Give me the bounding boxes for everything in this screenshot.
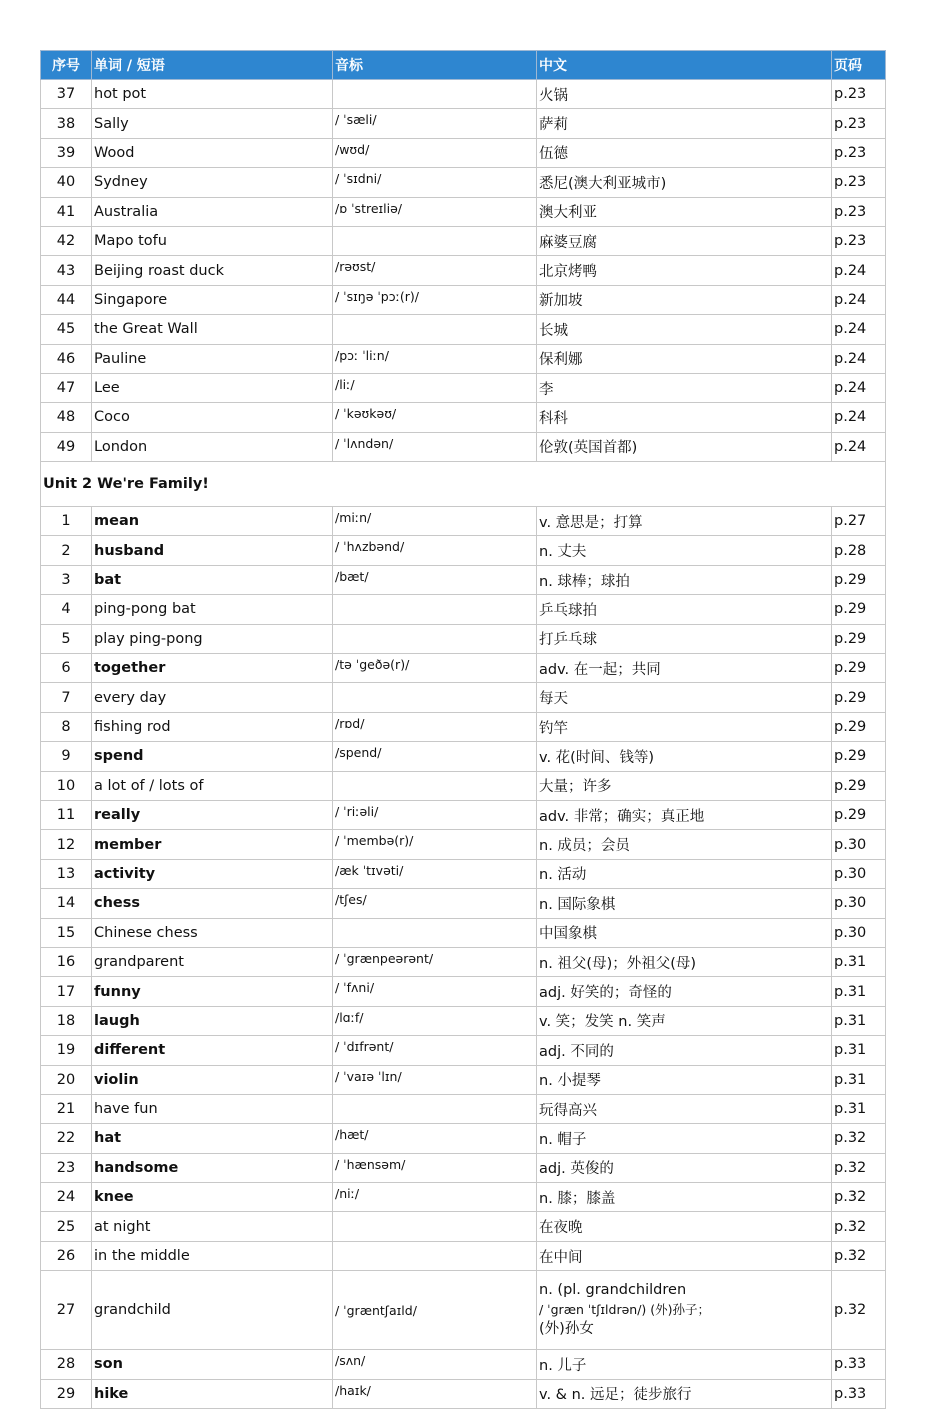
row-page: p.31 [832,1094,886,1123]
row-ipa: /haɪk/ [333,1379,537,1408]
row-page: p.32 [832,1241,886,1270]
table-row [41,226,886,255]
row-no: 15 [41,918,92,947]
table-row [41,1350,886,1379]
row-word: ping-pong bat [92,595,333,624]
row-ipa: / ˈfʌni/ [333,977,537,1006]
table-row [41,285,886,314]
row-ipa: / ˈkəʊkəʊ/ [333,403,537,432]
row-page: p.23 [832,197,886,226]
row-no: 46 [41,344,92,373]
row-word: different [92,1036,333,1065]
row-zh: 玩得高兴 [537,1094,832,1123]
table-row [41,800,886,829]
row-page: p.24 [832,373,886,402]
row-word: really [92,800,333,829]
row-zh: v. 意思是；打算 [537,507,832,536]
table-row [41,624,886,653]
row-word: a lot of / lots of [92,771,333,800]
row-ipa: / ˈsɪdni/ [333,168,537,197]
row-word: violin [92,1065,333,1094]
row-no: 45 [41,315,92,344]
row-zh: 保利娜 [537,344,832,373]
row-no: 39 [41,138,92,167]
table-row [41,683,886,712]
row-no: 4 [41,595,92,624]
header-row [41,51,886,80]
row-word: funny [92,977,333,1006]
row-zh: 每天 [537,683,832,712]
unit1-rows [41,80,886,462]
table-row [41,109,886,138]
row-no: 25 [41,1212,92,1241]
row-zh: 乒乓球拍 [537,595,832,624]
row-no: 17 [41,977,92,1006]
row-ipa: / ˈsæli/ [333,109,537,138]
row-zh: v. 笑；发笑 n. 笑声 [537,1006,832,1035]
row-no: 40 [41,168,92,197]
row-ipa: / ˈsɪŋə ˈpɔː(r)/ [333,285,537,314]
row-page: p.30 [832,830,886,859]
row-word: play ping-pong [92,624,333,653]
row-page: p.27 [832,507,886,536]
row-zh: 中国象棋 [537,918,832,947]
row-word: member [92,830,333,859]
row-page: p.24 [832,344,886,373]
row-zh: n. 小提琴 [537,1065,832,1094]
row-ipa: /rəʊst/ [333,256,537,285]
row-no: 9 [41,742,92,771]
table-row [41,889,886,918]
table-row [41,1094,886,1123]
table-row [41,771,886,800]
row-page: p.31 [832,977,886,1006]
row-ipa [333,1212,537,1241]
row-word: the Great Wall [92,315,333,344]
row-no: 12 [41,830,92,859]
row-page: p.32 [832,1271,886,1350]
table-row [41,1065,886,1094]
row-zh: 伍德 [537,138,832,167]
table-row [41,830,886,859]
row-word: hat [92,1124,333,1153]
row-ipa: /æk ˈtɪvəti/ [333,859,537,888]
row-word: laugh [92,1006,333,1035]
row-no: 19 [41,1036,92,1065]
table-row [41,712,886,741]
table-row [41,168,886,197]
row-ipa: /rɒd/ [333,712,537,741]
row-word: activity [92,859,333,888]
row-ipa: /spend/ [333,742,537,771]
row-no: 28 [41,1350,92,1379]
row-no: 29 [41,1379,92,1408]
row-word: London [92,432,333,461]
row-ipa: / ˈhænsəm/ [333,1153,537,1182]
unit2-rows [41,507,886,1271]
row-no: 48 [41,403,92,432]
row-page: p.24 [832,403,886,432]
row-ipa: / ˈlʌndən/ [333,432,537,461]
row-no: 26 [41,1241,92,1270]
row-ipa [333,771,537,800]
row-no: 16 [41,947,92,976]
row-word: grandparent [92,947,333,976]
table-row [41,1212,886,1241]
row-word: together [92,654,333,683]
row-ipa [333,226,537,255]
row-ipa: / ˈgræntʃaɪld/ [333,1271,537,1350]
row-page: p.33 [832,1379,886,1408]
row-zh: 悉尼(澳大利亚城市) [537,168,832,197]
row-ipa [333,1094,537,1123]
row-ipa: / ˈriːəli/ [333,800,537,829]
row-page: p.23 [832,138,886,167]
table-row [41,977,886,1006]
row-no: 8 [41,712,92,741]
row-ipa: / ˈmembə(r)/ [333,830,537,859]
row-zh: 大量；许多 [537,771,832,800]
row-zh: 伦敦(英国首都) [537,432,832,461]
row-ipa: /bæt/ [333,565,537,594]
row-zh: 钓竿 [537,712,832,741]
row-word: Lee [92,373,333,402]
row-ipa: /hæt/ [333,1124,537,1153]
table-row [41,1124,886,1153]
table-row [41,1006,886,1035]
row-no: 3 [41,565,92,594]
row-zh: 在夜晚 [537,1212,832,1241]
table-row [41,432,886,461]
row-no: 44 [41,285,92,314]
row-zh: 长城 [537,315,832,344]
row-no: 18 [41,1006,92,1035]
header-ipa: 音标 [333,51,537,80]
table-row [41,1241,886,1270]
row-word: knee [92,1183,333,1212]
row-page: p.24 [832,256,886,285]
row-page: p.31 [832,1006,886,1035]
row-zh: v. 花(时间、钱等) [537,742,832,771]
table-row [41,947,886,976]
row-zh: n. 祖父(母)；外祖父(母) [537,947,832,976]
row-page: p.33 [832,1350,886,1379]
table-row [41,256,886,285]
row-word: grandchild [92,1271,333,1350]
row-zh: n. 膝；膝盖 [537,1183,832,1212]
row-page: p.29 [832,595,886,624]
row-page: p.23 [832,109,886,138]
row-no: 2 [41,536,92,565]
table-row [41,595,886,624]
header-no: 序号 [41,51,92,80]
row-zh: 科科 [537,403,832,432]
row-zh: adj. 英俊的 [537,1153,832,1182]
table-row [41,1036,886,1065]
row-page: p.29 [832,712,886,741]
row-word: Chinese chess [92,918,333,947]
row-no: 49 [41,432,92,461]
row-page: p.23 [832,168,886,197]
row-zh: v. & n. 远足；徒步旅行 [537,1379,832,1408]
row-word: Pauline [92,344,333,373]
header-page: 页码 [832,51,886,80]
row-no: 1 [41,507,92,536]
row-word: Beijing roast duck [92,256,333,285]
row-word: chess [92,889,333,918]
row-zh: 打乒乓球 [537,624,832,653]
table-row [41,859,886,888]
row-word: handsome [92,1153,333,1182]
row-word: at night [92,1212,333,1241]
table-row [41,1183,886,1212]
row-page: p.32 [832,1183,886,1212]
table-row [41,315,886,344]
table-row [41,403,886,432]
row-ipa [333,595,537,624]
row-ipa: / ˈgrænpeərənt/ [333,947,537,976]
row-word: son [92,1350,333,1379]
row-no: 43 [41,256,92,285]
row-zh: adj. 不同的 [537,1036,832,1065]
table-row [41,507,886,536]
row-word: bat [92,565,333,594]
row-ipa: /sʌn/ [333,1350,537,1379]
row-no: 42 [41,226,92,255]
row-zh: 李 [537,373,832,402]
row-no: 22 [41,1124,92,1153]
row-page: p.30 [832,859,886,888]
row-page: p.30 [832,889,886,918]
row-zh-line3: (外)孙女 [539,1321,594,1338]
row-page: p.32 [832,1212,886,1241]
row-page: p.24 [832,315,886,344]
row-no: 20 [41,1065,92,1094]
row-page: p.23 [832,80,886,109]
row-no: 24 [41,1183,92,1212]
row-zh: n. 帽子 [537,1124,832,1153]
row-zh: 在中间 [537,1241,832,1270]
row-ipa [333,624,537,653]
table-row [41,197,886,226]
row-zh: n. 儿子 [537,1350,832,1379]
row-word: Coco [92,403,333,432]
row-zh-line2: / ˈgræn ˈtʃɪldrən/) (外)孙子； [539,1302,711,1318]
row-zh: n. 球棒；球拍 [537,565,832,594]
row-no: 7 [41,683,92,712]
unit-title: Unit 2 We're Family! [41,462,886,507]
row-page: p.32 [832,1153,886,1182]
row-word: fishing rod [92,712,333,741]
row-zh-line1: n. (pl. grandchildren [539,1282,687,1299]
row-zh: 萨莉 [537,109,832,138]
row-ipa [333,918,537,947]
unit2-rows-end [41,1350,886,1409]
table-row [41,565,886,594]
row-no: 41 [41,197,92,226]
row-page: p.29 [832,742,886,771]
row-no: 38 [41,109,92,138]
row-page: p.29 [832,565,886,594]
row-zh: n. 活动 [537,859,832,888]
row-ipa [333,1241,537,1270]
row-word: in the middle [92,1241,333,1270]
row-page: p.31 [832,947,886,976]
row-ipa: /tʃes/ [333,889,537,918]
unit-title-row [41,462,886,507]
row-zh: 麻婆豆腐 [537,226,832,255]
vocab-table [40,50,886,1409]
row-word: have fun [92,1094,333,1123]
table-row [41,536,886,565]
row-page: p.29 [832,683,886,712]
row-ipa: / ˈdɪfrənt/ [333,1036,537,1065]
row-zh [537,1271,832,1350]
row-word: Sydney [92,168,333,197]
table-row [41,1153,886,1182]
header-zh: 中文 [537,51,832,80]
table-row [41,344,886,373]
row-ipa: /pɔː ˈliːn/ [333,344,537,373]
row-no: 21 [41,1094,92,1123]
row-zh: adj. 好笑的；奇怪的 [537,977,832,1006]
row-word: spend [92,742,333,771]
row-no: 5 [41,624,92,653]
row-page: p.23 [832,226,886,255]
row-ipa: /liː/ [333,373,537,402]
row-no: 47 [41,373,92,402]
row-ipa [333,683,537,712]
row-zh: adv. 在一起；共同 [537,654,832,683]
row-zh: n. 成员；会员 [537,830,832,859]
row-ipa [333,80,537,109]
row-ipa: /lɑːf/ [333,1006,537,1035]
table-row [41,1379,886,1408]
row-zh: 澳大利亚 [537,197,832,226]
table-row [41,138,886,167]
row-no: 27 [41,1271,92,1350]
row-page: p.24 [832,285,886,314]
header-word: 单词 / 短语 [92,51,333,80]
row-word: hike [92,1379,333,1408]
row-ipa: / ˈvaɪə ˈlɪn/ [333,1065,537,1094]
row-page: p.30 [832,918,886,947]
row-word: hot pot [92,80,333,109]
row-no: 14 [41,889,92,918]
row-no: 11 [41,800,92,829]
table-row [41,742,886,771]
row-page: p.29 [832,771,886,800]
row-ipa: /miːn/ [333,507,537,536]
row-zh: 新加坡 [537,285,832,314]
row-page: p.31 [832,1065,886,1094]
row-no: 23 [41,1153,92,1182]
table-row [41,918,886,947]
row-page: p.28 [832,536,886,565]
row-zh: n. 国际象棋 [537,889,832,918]
table-row [41,654,886,683]
row-page: p.31 [832,1036,886,1065]
row-no: 6 [41,654,92,683]
row-word: husband [92,536,333,565]
table-row [41,373,886,402]
row-page: p.29 [832,624,886,653]
row-ipa [333,315,537,344]
row-word: Mapo tofu [92,226,333,255]
row-ipa: /tə ˈgeðə(r)/ [333,654,537,683]
row-no: 13 [41,859,92,888]
row-word: mean [92,507,333,536]
row-page: p.29 [832,800,886,829]
row-ipa: /wʊd/ [333,138,537,167]
row-no: 10 [41,771,92,800]
row-word: every day [92,683,333,712]
row-word: Australia [92,197,333,226]
row-page: p.32 [832,1124,886,1153]
row-word: Singapore [92,285,333,314]
row-no: 37 [41,80,92,109]
row-zh: 北京烤鸭 [537,256,832,285]
row-word: Wood [92,138,333,167]
table-row [41,1271,886,1350]
row-ipa: /niː/ [333,1183,537,1212]
row-zh: n. 丈夫 [537,536,832,565]
row-page: p.29 [832,654,886,683]
row-ipa: / ˈhʌzbənd/ [333,536,537,565]
row-page: p.24 [832,432,886,461]
row-word: Sally [92,109,333,138]
row-ipa: /ɒ ˈstreɪliə/ [333,197,537,226]
row-zh: adv. 非常；确实；真正地 [537,800,832,829]
table-row [41,80,886,109]
row-zh: 火锅 [537,80,832,109]
